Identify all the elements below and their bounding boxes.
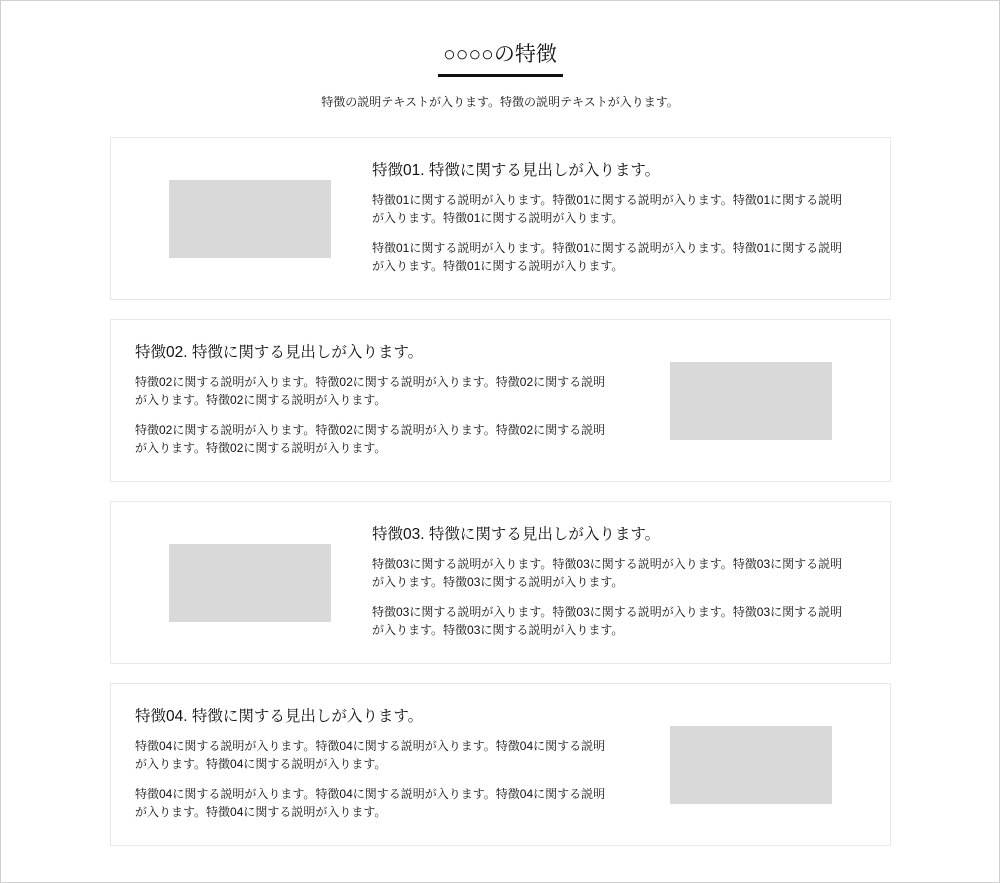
- description-line: が入ります。特徴01に関する説明が入ります。: [372, 211, 624, 225]
- feature-text: [372, 524, 872, 651]
- feature-description: [372, 191, 872, 227]
- description-line: が入ります。特徴01に関する説明が入ります。: [372, 259, 624, 273]
- feature-description: [372, 239, 872, 275]
- description-line: が入ります。特徴04に関する説明が入ります。: [135, 757, 387, 771]
- feature-card: [110, 137, 891, 300]
- feature-heading: 特徴01. 特徴に関する見出しが入ります。: [372, 162, 661, 179]
- section-lead: 特徴の説明テキストが入ります。特徴の説明テキストが入ります。: [321, 95, 679, 109]
- feature-card: [110, 683, 891, 846]
- description-line: が入ります。特徴02に関する説明が入ります。: [135, 393, 387, 407]
- feature-text: [135, 342, 635, 469]
- section-title: ○○○○の特徴: [443, 43, 557, 66]
- feature-text: [372, 160, 872, 287]
- feature-card: [110, 501, 891, 664]
- description-line: 特徴01に関する説明が入ります。特徴01に関する説明が入ります。特徴01に関する説明: [372, 193, 843, 207]
- feature-description: [135, 737, 635, 773]
- feature-description: [372, 555, 872, 591]
- description-line: が入ります。特徴03に関する説明が入ります。: [372, 575, 624, 589]
- description-line: 特徴01に関する説明が入ります。特徴01に関する説明が入ります。特徴01に関する説明: [372, 241, 843, 255]
- feature-description: [135, 373, 635, 409]
- feature-description: [372, 603, 872, 639]
- feature-heading: 特徴04. 特徴に関する見出しが入ります。: [135, 708, 424, 725]
- feature-image-placeholder: [670, 362, 832, 440]
- description-line: が入ります。特徴04に関する説明が入ります。: [135, 805, 387, 819]
- description-line: 特徴04に関する説明が入ります。特徴04に関する説明が入ります。特徴04に関する説明: [135, 739, 606, 753]
- feature-heading: 特徴02. 特徴に関する見出しが入ります。: [135, 344, 424, 361]
- feature-image-placeholder: [169, 180, 331, 258]
- feature-heading: 特徴03. 特徴に関する見出しが入ります。: [372, 526, 661, 543]
- feature-image-placeholder: [670, 726, 832, 804]
- feature-description: [135, 785, 635, 821]
- description-line: が入ります。特徴03に関する説明が入ります。: [372, 623, 624, 637]
- feature-card: [110, 319, 891, 482]
- feature-description: [135, 421, 635, 457]
- title-underline: [438, 74, 563, 77]
- description-line: 特徴03に関する説明が入ります。特徴03に関する説明が入ります。特徴03に関する説明: [372, 605, 843, 619]
- description-line: が入ります。特徴02に関する説明が入ります。: [135, 441, 387, 455]
- description-line: 特徴03に関する説明が入ります。特徴03に関する説明が入ります。特徴03に関する説明: [372, 557, 843, 571]
- description-line: 特徴04に関する説明が入ります。特徴04に関する説明が入ります。特徴04に関する説明: [135, 787, 606, 801]
- feature-image-placeholder: [169, 544, 331, 622]
- description-line: 特徴02に関する説明が入ります。特徴02に関する説明が入ります。特徴02に関する説明: [135, 375, 606, 389]
- description-line: 特徴02に関する説明が入ります。特徴02に関する説明が入ります。特徴02に関する説明: [135, 423, 606, 437]
- feature-text: [135, 706, 635, 833]
